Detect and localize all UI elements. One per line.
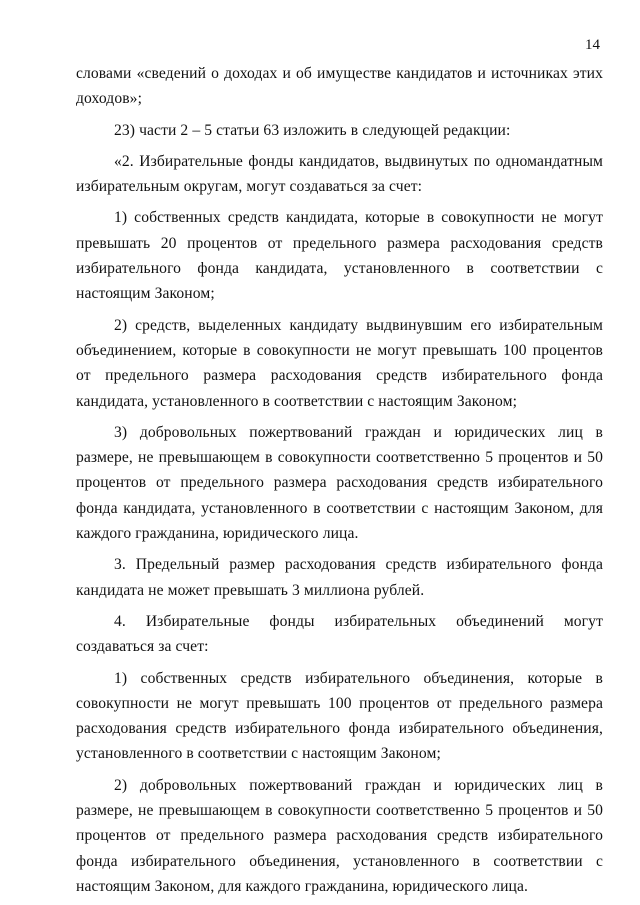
paragraph-part-2-item-2: 2) средств, выделенных кандидату выдвинувшим его избирательным объединением, которые в совокупности не могут превышать 100 процентов от предельного размера расходования средств избирательного фонда кандидата, установленного в соответствии с настоящим Законом; bbox=[76, 316, 603, 410]
paragraph-part-3: 3. Предельный размер расходования средств избирательного фонда кандидата не может превышать 3 миллиона рублей. bbox=[76, 556, 603, 599]
paragraph-part-2: «2. Избирательные фонды кандидатов, выдвинутых по одномандатным избирательным округам, могут создаваться за счет: bbox=[76, 152, 603, 196]
paragraph-part-4-item-2: 2) добровольных пожертвований граждан и юридических лиц в размере, не превышающем в совокупности соответственно 5 процентов и 50 процентов от предельного размера расходования средств избирательного фонда избирательного объединения, установленного в соответствии с настоящим Законом, для каждого гражданина, юридического лица. bbox=[76, 776, 603, 895]
document-body bbox=[76, 61, 603, 899]
paragraph-part-4: 4. Избирательные фонды избирательных объединений могут создаваться за счет: bbox=[76, 612, 603, 656]
paragraph-continuation: словами «сведений о доходах и об имуществе кандидатов и источниках этих доходов»; bbox=[76, 65, 603, 108]
paragraph-part-4-item-1: 1) собственных средств избирательного объединения, которые в совокупности не могут превышать 100 процентов от предельного размера расходования средств избирательного фонда избирательного объединения, установленного в соответствии с настоящим Законом; bbox=[76, 669, 603, 763]
page-number: 14 bbox=[585, 37, 600, 53]
paragraph-part-2-item-3: 3) добровольных пожертвований граждан и юридических лиц в размере, не превышающем в совокупности соответственно 5 процентов и 50 процентов от предельного размера расходования средств избирательного фонда кандидата, установленного в соответствии с настоящим Законом, для каждого гражданина, юридического лица. bbox=[76, 423, 603, 543]
paragraph-item-23: 23) части 2 – 5 статьи 63 изложить в следующей редакции: bbox=[114, 121, 511, 139]
paragraph-part-2-item-1: 1) собственных средств кандидата, которые в совокупности не могут превышать 20 процентов от предельного размера расходования средств избирательного фонда кандидата, установленного в соответствии с настоящим Законом; bbox=[76, 209, 603, 303]
